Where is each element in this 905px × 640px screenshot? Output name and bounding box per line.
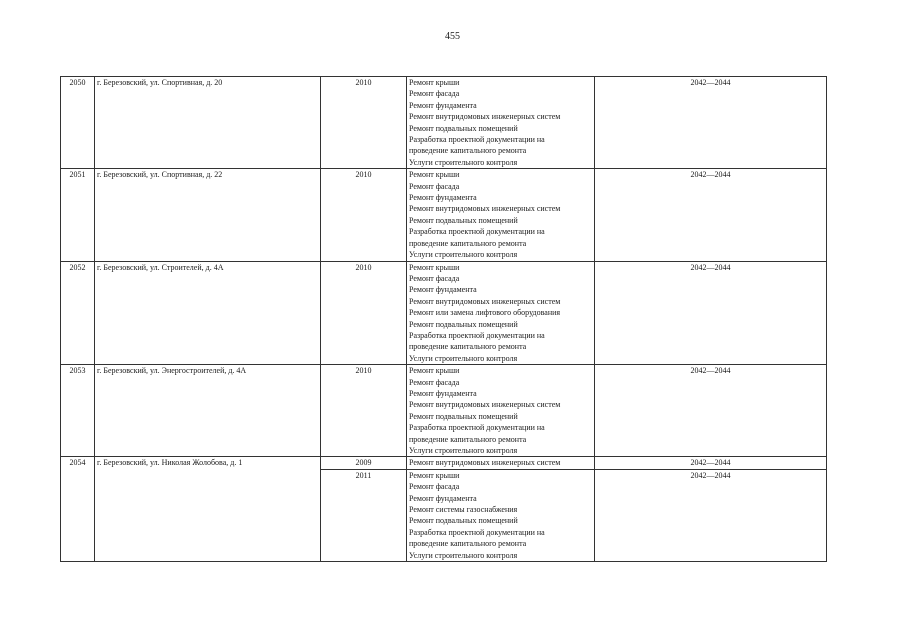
work-item: Ремонт фасада bbox=[409, 482, 460, 492]
work-item: Услуги строительного контроля bbox=[409, 446, 518, 455]
period-cell: 2042—2044 bbox=[595, 365, 827, 457]
works-cell bbox=[407, 261, 595, 365]
row-number-cell: 2053 bbox=[61, 365, 95, 457]
work-item: Ремонт фасада bbox=[409, 89, 460, 99]
repair-schedule-table bbox=[60, 76, 827, 562]
work-item: проведение капитального ремонта bbox=[409, 434, 527, 444]
work-item: проведение капитального ремонта bbox=[409, 238, 527, 248]
work-item: Ремонт фундамента bbox=[409, 388, 477, 398]
work-item: Ремонт крыши bbox=[409, 366, 460, 376]
work-item: Ремонт или замена лифтового оборудования bbox=[409, 308, 561, 318]
work-item: проведение капитального ремонта bbox=[409, 539, 527, 549]
table-row bbox=[61, 457, 827, 469]
work-item: Ремонт внутридомовых инженерных систем bbox=[409, 458, 561, 468]
work-item: Разработка проектной документации на bbox=[409, 423, 545, 433]
work-item: Ремонт подвальных помещений bbox=[409, 215, 518, 225]
work-item: Ремонт крыши bbox=[409, 470, 460, 480]
year-cell: 2010 bbox=[321, 77, 407, 169]
works-cell bbox=[407, 469, 595, 561]
row-number-cell: 2052 bbox=[61, 261, 95, 365]
table-body bbox=[61, 77, 827, 562]
work-item: Ремонт подвальных помещений bbox=[409, 516, 518, 526]
works-cell bbox=[407, 457, 595, 469]
work-item: Ремонт крыши bbox=[409, 170, 460, 180]
year-cell: 2009 bbox=[321, 457, 407, 469]
year-cell: 2010 bbox=[321, 365, 407, 457]
work-item: Ремонт фундамента bbox=[409, 493, 477, 503]
year-cell: 2010 bbox=[321, 261, 407, 365]
period-cell: 2042—2044 bbox=[595, 169, 827, 261]
work-item: Разработка проектной документации на bbox=[409, 527, 545, 537]
year-cell: 2011 bbox=[321, 469, 407, 561]
work-item: проведение капитального ремонта bbox=[409, 342, 527, 352]
period-cell: 2042—2044 bbox=[595, 77, 827, 169]
row-number-cell: 2054 bbox=[61, 457, 95, 562]
work-item: Ремонт фасада bbox=[409, 377, 460, 387]
address-cell: г. Березовский, ул. Энергостроителей, д. 4А bbox=[95, 365, 321, 457]
works-cell bbox=[407, 169, 595, 261]
address-cell: г. Березовский, ул. Строителей, д. 4А bbox=[95, 261, 321, 365]
row-number-cell: 2051 bbox=[61, 169, 95, 261]
table-row bbox=[61, 169, 827, 261]
work-item: Ремонт крыши bbox=[409, 262, 460, 272]
work-item: Ремонт подвальных помещений bbox=[409, 123, 518, 133]
work-item: Разработка проектной документации на bbox=[409, 227, 545, 237]
work-item: Ремонт подвальных помещений bbox=[409, 319, 518, 329]
work-item: Ремонт внутридомовых инженерных систем bbox=[409, 112, 561, 122]
period-cell: 2042—2044 bbox=[595, 261, 827, 365]
work-item: Ремонт крыши bbox=[409, 78, 460, 87]
address-cell: г. Березовский, ул. Спортивная, д. 22 bbox=[95, 169, 321, 261]
work-item: Ремонт системы газоснабжения bbox=[409, 505, 518, 515]
work-item: Услуги строительного контроля bbox=[409, 353, 518, 363]
period-cell: 2042—2044 bbox=[595, 469, 827, 561]
works-cell bbox=[407, 365, 595, 457]
work-item: Ремонт подвальных помещений bbox=[409, 411, 518, 421]
work-item: Ремонт фасада bbox=[409, 273, 460, 283]
table-row bbox=[61, 77, 827, 169]
work-item: Ремонт внутридомовых инженерных систем bbox=[409, 400, 561, 410]
table-row bbox=[61, 261, 827, 365]
address-cell: г. Березовский, ул. Николая Жолобова, д. 1 bbox=[95, 457, 321, 562]
row-number-cell: 2050 bbox=[61, 77, 95, 169]
address-cell: г. Березовский, ул. Спортивная, д. 20 bbox=[95, 77, 321, 169]
work-item: Услуги строительного контроля bbox=[409, 157, 518, 167]
page-number: 455 bbox=[445, 31, 460, 42]
work-item: Ремонт внутридомовых инженерных систем bbox=[409, 204, 561, 214]
table-row bbox=[61, 365, 827, 457]
work-item: Услуги строительного контроля bbox=[409, 250, 518, 260]
work-item: Ремонт фасада bbox=[409, 181, 460, 191]
work-item: Услуги строительного контроля bbox=[409, 550, 518, 560]
works-cell bbox=[407, 77, 595, 169]
work-item: Разработка проектной документации на bbox=[409, 330, 545, 340]
period-cell: 2042—2044 bbox=[595, 457, 827, 469]
work-item: Ремонт фундамента bbox=[409, 285, 477, 295]
year-cell: 2010 bbox=[321, 169, 407, 261]
work-item: Ремонт фундамента bbox=[409, 100, 477, 110]
work-item: Ремонт фундамента bbox=[409, 193, 477, 203]
work-item: Ремонт внутридомовых инженерных систем bbox=[409, 296, 561, 306]
work-item: проведение капитального ремонта bbox=[409, 146, 527, 156]
work-item: Разработка проектной документации на bbox=[409, 135, 545, 145]
